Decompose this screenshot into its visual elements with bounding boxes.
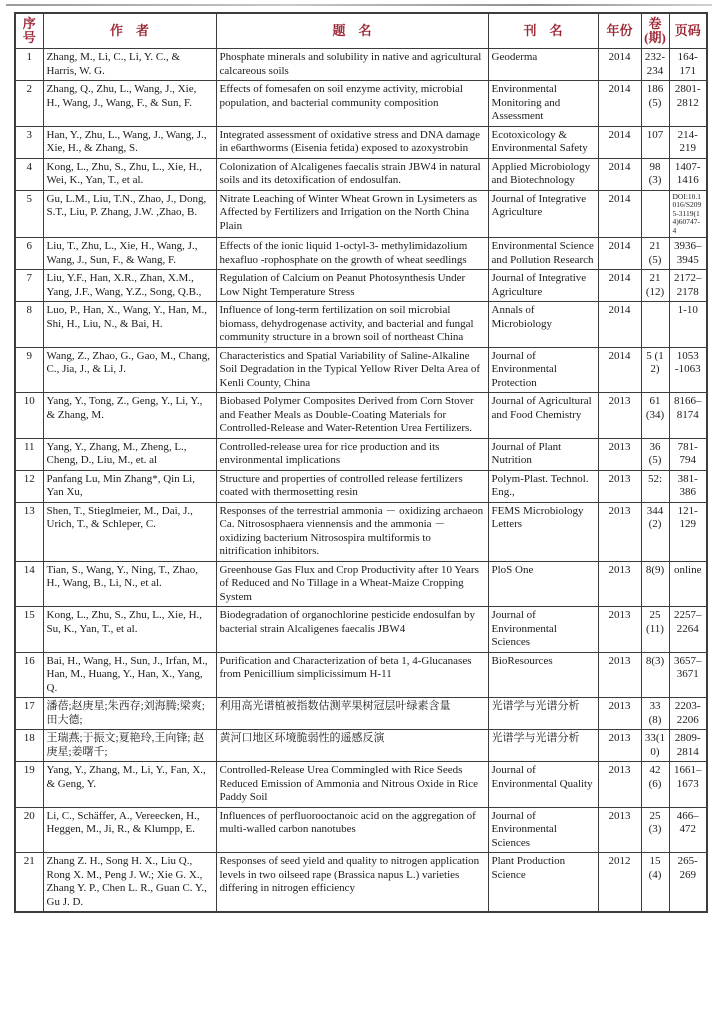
cell-volume: 344 (2) — [641, 502, 669, 561]
cell-title: Regulation of Calcium on Peanut Photosynthesis Under Low Night Temperature Stress — [216, 270, 488, 302]
cell-title: Controlled-release urea for rice production and its environmental implications — [216, 438, 488, 470]
cell-seq: 16 — [15, 652, 43, 698]
cell-seq: 18 — [15, 730, 43, 762]
cell-year: 2014 — [598, 302, 641, 348]
cell-pages: 2809-2814 — [669, 730, 707, 762]
table-row — [15, 730, 707, 762]
cell-pages: DOI:10.1016/S2095-3119(14)60747-4 — [669, 190, 707, 238]
cell-seq: 12 — [15, 470, 43, 502]
scan-artifact-line — [6, 4, 712, 6]
cell-seq: 6 — [15, 238, 43, 270]
table-row — [15, 652, 707, 698]
table-row — [15, 126, 707, 158]
cell-authors: 王瑞燕;于振文;夏艳玲,王向锋; 赵庚星;姜曙千; — [43, 730, 216, 762]
cell-year: 2013 — [598, 561, 641, 607]
cell-journal: Journal of Environmental Sciences — [488, 807, 598, 853]
cell-volume: 33(10) — [641, 730, 669, 762]
cell-year: 2012 — [598, 853, 641, 913]
cell-authors: Wang, Z., Zhao, G., Gao, M., Chang, C., Jia, J., & Li, J. — [43, 347, 216, 393]
cell-year: 2013 — [598, 807, 641, 853]
table-row — [15, 347, 707, 393]
cell-journal: Journal of Environmental Sciences — [488, 607, 598, 653]
cell-pages: 3936–3945 — [669, 238, 707, 270]
cell-authors: Panfang Lu, Min Zhang*, Qin Li, Yan Xu, — [43, 470, 216, 502]
header-cell-authors: 作 者 — [43, 13, 216, 49]
cell-pages: 2172–2178 — [669, 270, 707, 302]
cell-pages: 1-10 — [669, 302, 707, 348]
cell-title: Structure and properties of controlled release fertilizers coated with thermosetting resin — [216, 470, 488, 502]
cell-volume: 98 (3) — [641, 158, 669, 190]
cell-seq: 11 — [15, 438, 43, 470]
cell-authors: Zhang Z. H., Song H. X., Liu Q., Rong X. M., Peng J. W.; Xie G. X., Zhang Y. P., Chen L. R., Guan C. Y., Gu J. D. — [43, 853, 216, 913]
cell-authors: Luo, P., Han, X., Wang, Y., Han, M., Shi, H., Liu, N., & Bai, H. — [43, 302, 216, 348]
cell-year: 2013 — [598, 470, 641, 502]
cell-title: 黄河口地区环境脆弱性的遥感反演 — [216, 730, 488, 762]
cell-authors: Han, Y., Zhu, L., Wang, J., Wang, J., Xie, H., & Zhang, S. — [43, 126, 216, 158]
cell-volume: 8(9) — [641, 561, 669, 607]
cell-journal: Geoderma — [488, 49, 598, 81]
cell-title: Influence of long-term fertilization on soil microbial biomass, dehydrogenase activity, and bacterial and fungal community structure in a brown soil of northeast China — [216, 302, 488, 348]
cell-title: Controlled-Release Urea Commingled with Rice Seeds Reduced Emission of Ammonia and Nitrous Oxide in Rice Paddy Soil — [216, 762, 488, 808]
cell-journal: 光谱学与光谱分析 — [488, 730, 598, 762]
cell-journal: Journal of Environmental Quality — [488, 762, 598, 808]
publication-table-header — [15, 13, 707, 49]
cell-year: 2014 — [598, 126, 641, 158]
cell-title: Characteristics and Spatial Variability of Saline-Alkaline Soil Degradation in the Typical Yellow River Delta Area of Kenli County, China — [216, 347, 488, 393]
cell-pages: 781-794 — [669, 438, 707, 470]
table-row — [15, 238, 707, 270]
cell-year: 2013 — [598, 762, 641, 808]
cell-seq: 3 — [15, 126, 43, 158]
cell-pages: 466–472 — [669, 807, 707, 853]
cell-volume: 25 (11) — [641, 607, 669, 653]
cell-pages: 381-386 — [669, 470, 707, 502]
cell-title: Colonization of Alcaligenes faecalis strain JBW4 in natural soils and its detoxification of endosulfan. — [216, 158, 488, 190]
cell-journal: Plant Production Science — [488, 853, 598, 913]
cell-pages: 2801-2812 — [669, 81, 707, 127]
cell-pages: online — [669, 561, 707, 607]
table-row — [15, 81, 707, 127]
cell-journal: Annals of Microbiology — [488, 302, 598, 348]
cell-year: 2013 — [598, 393, 641, 439]
cell-journal: FEMS Microbiology Letters — [488, 502, 598, 561]
cell-volume — [641, 302, 669, 348]
cell-authors: Kong, L., Zhu, S., Zhu, L., Xie, H., Su, K., Yan, T., et al. — [43, 607, 216, 653]
cell-pages: 2257–2264 — [669, 607, 707, 653]
cell-seq: 8 — [15, 302, 43, 348]
cell-pages: 265-269 — [669, 853, 707, 913]
cell-pages: 1661–1673 — [669, 762, 707, 808]
cell-authors: Gu, L.M., Liu, T.N., Zhao, J., Dong, S.T., Liu, P. Zhang, J.W. ,Zhao, B. — [43, 190, 216, 238]
cell-volume: 21 (12) — [641, 270, 669, 302]
cell-journal: Environmental Science and Pollution Research — [488, 238, 598, 270]
cell-pages: 214-219 — [669, 126, 707, 158]
cell-journal: Journal of Plant Nutrition — [488, 438, 598, 470]
table-row — [15, 762, 707, 808]
cell-title: Effects of fomesafen on soil enzyme activity, microbial population, and bacterial community composition — [216, 81, 488, 127]
cell-title: Biobased Polymer Composites Derived from Corn Stover and Feather Meals as Double-Coating Materials for Controlled-Release and Water-Retention Urea Fertilizers. — [216, 393, 488, 439]
cell-seq: 10 — [15, 393, 43, 439]
cell-title: 利用高光谱植被指数估测苹果树冠层叶绿素含量 — [216, 698, 488, 730]
cell-journal: Journal of Integrative Agriculture — [488, 270, 598, 302]
cell-volume: 61 (34) — [641, 393, 669, 439]
header-cell-volume: 卷(期) — [641, 13, 669, 49]
table-row — [15, 302, 707, 348]
cell-authors: Shen, T., Stieglmeier, M., Dai, J., Urich, T., & Schleper, C. — [43, 502, 216, 561]
header-cell-year: 年份 — [598, 13, 641, 49]
table-row — [15, 807, 707, 853]
cell-volume: 232-234 — [641, 49, 669, 81]
cell-year: 2013 — [598, 698, 641, 730]
cell-authors: Liu, T., Zhu, L., Xie, H., Wang, J., Wang, J., Sun, F., & Wang, F. — [43, 238, 216, 270]
cell-seq: 4 — [15, 158, 43, 190]
cell-authors: Zhang, Q., Zhu, L., Wang, J., Xie, H., Wang, J., Wang, F., & Sun, F. — [43, 81, 216, 127]
cell-authors: 潘蓓;赵庚星;朱西存;刘海腾;梁爽;田大德; — [43, 698, 216, 730]
cell-year: 2014 — [598, 158, 641, 190]
cell-volume: 25 (3) — [641, 807, 669, 853]
table-row — [15, 393, 707, 439]
cell-seq: 17 — [15, 698, 43, 730]
cell-year: 2013 — [598, 730, 641, 762]
publication-table — [14, 12, 708, 913]
cell-year: 2013 — [598, 502, 641, 561]
cell-authors: Liu, Y.F., Han, X.R., Zhan, X.M., Yang, J.F., Wang, Y.Z., Song, Q.B., — [43, 270, 216, 302]
cell-title: Purification and Characterization of beta 1, 4-Glucanases from Penicillium simplicissimum H-11 — [216, 652, 488, 698]
cell-volume: 186 (5) — [641, 81, 669, 127]
cell-authors: Tian, S., Wang, Y., Ning, T., Zhao, H., Wang, B., Li, N., et al. — [43, 561, 216, 607]
cell-seq: 15 — [15, 607, 43, 653]
table-row — [15, 270, 707, 302]
cell-pages: 164-171 — [669, 49, 707, 81]
cell-journal: Environmental Monitoring and Assessment — [488, 81, 598, 127]
cell-authors: Yang, Y., Tong, Z., Geng, Y., Li, Y., & Zhang, M. — [43, 393, 216, 439]
cell-title: Biodegradation of organochlorine pesticide endosulfan by bacterial strain Alcaligenes faecalis JBW4 — [216, 607, 488, 653]
header-cell-journal: 刊 名 — [488, 13, 598, 49]
cell-authors: Zhang, M., Li, C., Li, Y. C., & Harris, W. G. — [43, 49, 216, 81]
cell-pages: 1053 -1063 — [669, 347, 707, 393]
publication-table-body — [15, 49, 707, 913]
table-row — [15, 502, 707, 561]
cell-pages: 1407-1416 — [669, 158, 707, 190]
table-row — [15, 190, 707, 238]
cell-seq: 20 — [15, 807, 43, 853]
cell-seq: 19 — [15, 762, 43, 808]
cell-title: Responses of the terrestrial ammonia － oxidizing archaeon Ca. Nitrososphaera viennensis and the ammonia － oxidizing bacterium Nitrosospira multiformis to nitrification inhibitors. — [216, 502, 488, 561]
cell-pages: 2203-2206 — [669, 698, 707, 730]
cell-seq: 5 — [15, 190, 43, 238]
table-row — [15, 49, 707, 81]
cell-seq: 7 — [15, 270, 43, 302]
cell-title: Effects of the ionic liquid 1-octyl-3- methylimidazolium hexafluo -rophosphate on the growth of wheat seedlings — [216, 238, 488, 270]
header-row — [15, 13, 707, 49]
cell-authors: Yang, Y., Zhang, M., Zheng, L., Cheng, D., Liu, M., et. al — [43, 438, 216, 470]
table-row — [15, 470, 707, 502]
table-row — [15, 438, 707, 470]
cell-year: 2014 — [598, 238, 641, 270]
cell-seq: 2 — [15, 81, 43, 127]
cell-pages: 3657–3671 — [669, 652, 707, 698]
cell-journal: Applied Microbiology and Biotechnology — [488, 158, 598, 190]
cell-year: 2014 — [598, 270, 641, 302]
cell-title: Integrated assessment of oxidative stress and DNA damage in e6arthworms (Eisenia fetida) exposed to azoxystrobin — [216, 126, 488, 158]
cell-authors: Yang, Y., Zhang, M., Li, Y., Fan, X., & Geng, Y. — [43, 762, 216, 808]
cell-year: 2014 — [598, 347, 641, 393]
cell-volume: 8(3) — [641, 652, 669, 698]
cell-pages: 121-129 — [669, 502, 707, 561]
cell-year: 2014 — [598, 81, 641, 127]
cell-pages: 8166–8174 — [669, 393, 707, 439]
cell-seq: 13 — [15, 502, 43, 561]
cell-volume: 21 (5) — [641, 238, 669, 270]
cell-volume — [641, 190, 669, 238]
cell-title: Phosphate minerals and solubility in native and agricultural calcareous soils — [216, 49, 488, 81]
table-row — [15, 607, 707, 653]
header-cell-title: 题 名 — [216, 13, 488, 49]
cell-journal: BioResources — [488, 652, 598, 698]
header-cell-seq: 序号 — [15, 13, 43, 49]
cell-year: 2014 — [598, 49, 641, 81]
cell-journal: 光谱学与光谱分析 — [488, 698, 598, 730]
cell-volume: 5 (12) — [641, 347, 669, 393]
cell-title: Responses of seed yield and quality to nitrogen application levels in two oilseed rape (Brassica napus L.) varieties differing in nitrogen efficiency — [216, 853, 488, 913]
cell-journal: Polym-Plast. Technol. Eng., — [488, 470, 598, 502]
cell-volume: 15 (4) — [641, 853, 669, 913]
cell-seq: 1 — [15, 49, 43, 81]
cell-authors: Li, C., Schäffer, A., Vereecken, H., Heggen, M., Ji, R., & Klumpp, E. — [43, 807, 216, 853]
cell-year: 2013 — [598, 652, 641, 698]
header-cell-pages: 页码 — [669, 13, 707, 49]
table-row — [15, 561, 707, 607]
cell-journal: PloS One — [488, 561, 598, 607]
table-row — [15, 158, 707, 190]
cell-journal: Journal of Environmental Protection — [488, 347, 598, 393]
cell-year: 2014 — [598, 190, 641, 238]
cell-seq: 14 — [15, 561, 43, 607]
cell-year: 2013 — [598, 438, 641, 470]
cell-journal: Journal of Agricultural and Food Chemistry — [488, 393, 598, 439]
cell-volume: 107 — [641, 126, 669, 158]
cell-authors: Kong, L., Zhu, S., Zhu, L., Xie, H., Wei, K., Yan, T., et al. — [43, 158, 216, 190]
table-row — [15, 853, 707, 913]
cell-volume: 33(8) — [641, 698, 669, 730]
cell-title: Greenhouse Gas Flux and Crop Productivity after 10 Years of Reduced and No Tillage in a Wheat-Maize Cropping System — [216, 561, 488, 607]
cell-seq: 21 — [15, 853, 43, 913]
cell-title: Influences of perfluorooctanoic acid on the aggregation of multi-walled carbon nanotubes — [216, 807, 488, 853]
cell-volume: 42 (6) — [641, 762, 669, 808]
cell-volume: 52: — [641, 470, 669, 502]
cell-year: 2013 — [598, 607, 641, 653]
table-row — [15, 698, 707, 730]
cell-journal: Ecotoxicology & Environmental Safety — [488, 126, 598, 158]
cell-title: Nitrate Leaching of Winter Wheat Grown in Lysimeters as Affected by Fertilizers and Irrigation on the North China Plain — [216, 190, 488, 238]
cell-authors: Bai, H., Wang, H., Sun, J., Irfan, M., Han, M., Huang, Y., Han, X., Yang, Q. — [43, 652, 216, 698]
cell-volume: 36 (5) — [641, 438, 669, 470]
cell-seq: 9 — [15, 347, 43, 393]
cell-journal: Journal of Integrative Agriculture — [488, 190, 598, 238]
